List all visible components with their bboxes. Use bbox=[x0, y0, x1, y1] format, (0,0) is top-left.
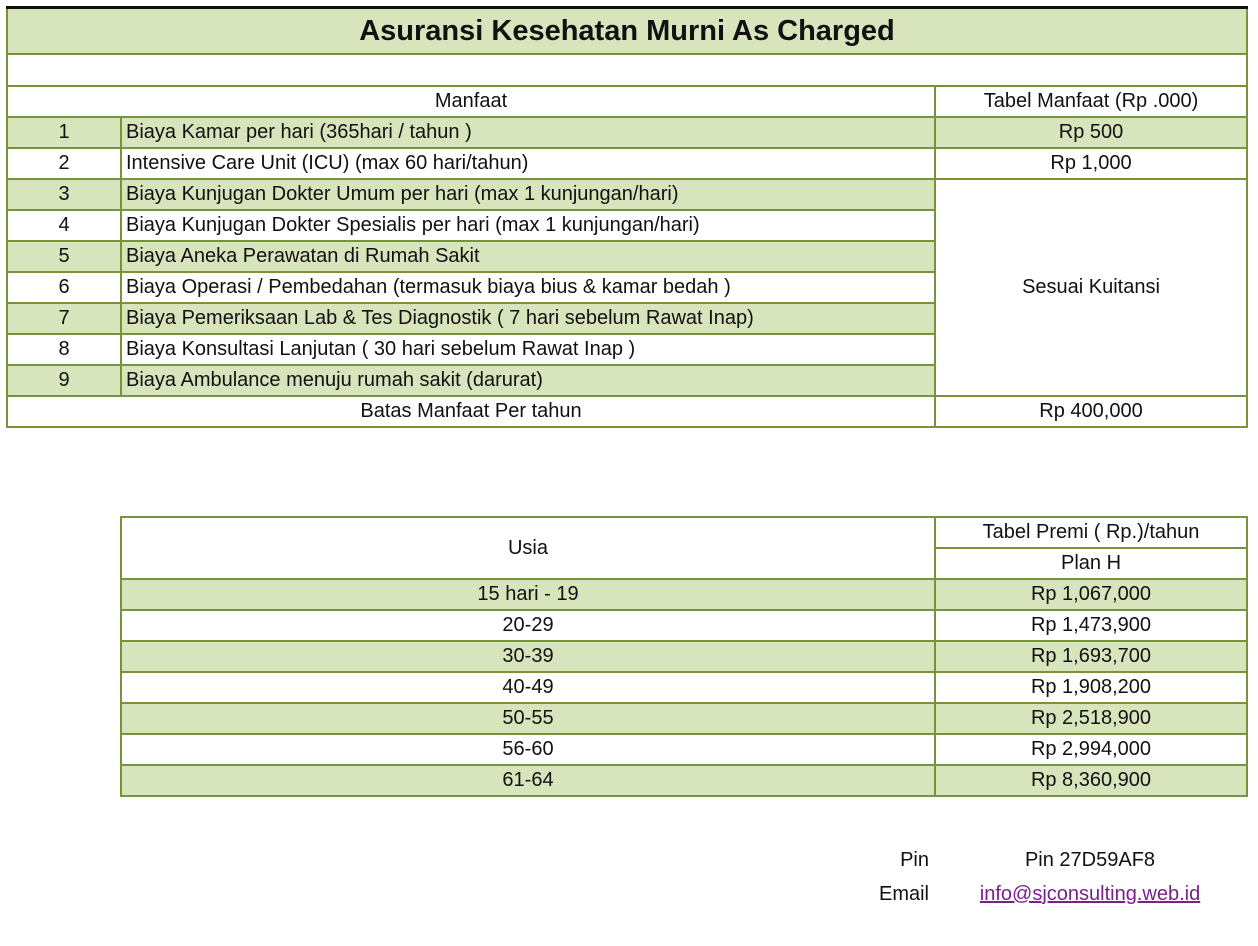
benefit-value: Rp 500 bbox=[935, 117, 1247, 148]
benefit-header-row bbox=[7, 86, 1247, 117]
benefit-table bbox=[6, 6, 1248, 428]
premium-table bbox=[120, 516, 1248, 797]
age-range: 50-55 bbox=[121, 703, 935, 734]
premium-header: Tabel Premi ( Rp.)/tahun bbox=[935, 517, 1247, 548]
benefit-number: 4 bbox=[7, 210, 121, 241]
benefit-header: Manfaat bbox=[7, 86, 935, 117]
benefit-row bbox=[7, 117, 1247, 148]
premium-header-row bbox=[121, 517, 1247, 548]
age-header: Usia bbox=[121, 517, 935, 579]
premium-value: Rp 2,994,000 bbox=[935, 734, 1247, 765]
premium-value: Rp 2,518,900 bbox=[935, 703, 1247, 734]
email-link[interactable]: info@sjconsulting.web.id bbox=[979, 883, 1201, 905]
benefit-value-header: Tabel Manfaat (Rp .000) bbox=[935, 86, 1247, 117]
benefit-description: Intensive Care Unit (ICU) (max 60 hari/tahun) bbox=[121, 148, 935, 179]
pin-label: Pin bbox=[900, 849, 929, 871]
premium-row bbox=[121, 579, 1247, 610]
premium-value: Rp 8,360,900 bbox=[935, 765, 1247, 796]
age-range: 15 hari - 19 bbox=[121, 579, 935, 610]
benefit-number: 3 bbox=[7, 179, 121, 210]
premium-value: Rp 1,473,900 bbox=[935, 610, 1247, 641]
benefit-number: 9 bbox=[7, 365, 121, 396]
benefit-number: 7 bbox=[7, 303, 121, 334]
benefit-number: 6 bbox=[7, 272, 121, 303]
plan-header: Plan H bbox=[935, 548, 1247, 579]
premium-row bbox=[121, 641, 1247, 672]
benefit-number: 8 bbox=[7, 334, 121, 365]
benefit-description: Biaya Operasi / Pembedahan (termasuk biaya bius & kamar bedah ) bbox=[121, 272, 935, 303]
premium-value: Rp 1,067,000 bbox=[935, 579, 1247, 610]
benefit-total-value: Rp 400,000 bbox=[935, 396, 1247, 427]
email-label: Email bbox=[878, 883, 929, 905]
blank-cell bbox=[7, 54, 1247, 86]
benefit-number: 2 bbox=[7, 148, 121, 179]
benefit-value-merged: Sesuai Kuitansi bbox=[935, 179, 1247, 396]
benefit-value: Rp 1,000 bbox=[935, 148, 1247, 179]
premium-row bbox=[121, 734, 1247, 765]
premium-row bbox=[121, 610, 1247, 641]
benefit-row bbox=[7, 148, 1247, 179]
blank-row bbox=[7, 54, 1247, 86]
age-range: 61-64 bbox=[121, 765, 935, 796]
benefit-total-row bbox=[7, 396, 1247, 427]
benefit-description: Biaya Kamar per hari (365hari / tahun ) bbox=[121, 117, 935, 148]
premium-row bbox=[121, 765, 1247, 796]
benefit-description: Biaya Kunjugan Dokter Umum per hari (max 1 kunjungan/hari) bbox=[121, 179, 935, 210]
age-range: 30-39 bbox=[121, 641, 935, 672]
age-range: 56-60 bbox=[121, 734, 935, 765]
benefit-description: Biaya Ambulance menuju rumah sakit (darurat) bbox=[121, 365, 935, 396]
page-title: Asuransi Kesehatan Murni As Charged bbox=[7, 8, 1247, 55]
pin-value: Pin 27D59AF8 bbox=[1024, 849, 1156, 871]
benefit-number: 1 bbox=[7, 117, 121, 148]
title-row bbox=[7, 8, 1247, 55]
benefit-description: Biaya Konsultasi Lanjutan ( 30 hari sebelum Rawat Inap ) bbox=[121, 334, 935, 365]
benefit-description: Biaya Kunjugan Dokter Spesialis per hari (max 1 kunjungan/hari) bbox=[121, 210, 935, 241]
premium-row bbox=[121, 672, 1247, 703]
benefit-number: 5 bbox=[7, 241, 121, 272]
benefit-description: Biaya Pemeriksaan Lab & Tes Diagnostik ( 7 hari sebelum Rawat Inap) bbox=[121, 303, 935, 334]
age-range: 20-29 bbox=[121, 610, 935, 641]
premium-value: Rp 1,693,700 bbox=[935, 641, 1247, 672]
benefit-row bbox=[7, 179, 1247, 210]
age-range: 40-49 bbox=[121, 672, 935, 703]
premium-value: Rp 1,908,200 bbox=[935, 672, 1247, 703]
benefit-description: Biaya Aneka Perawatan di Rumah Sakit bbox=[121, 241, 935, 272]
premium-row bbox=[121, 703, 1247, 734]
benefit-total-label: Batas Manfaat Per tahun bbox=[7, 396, 935, 427]
